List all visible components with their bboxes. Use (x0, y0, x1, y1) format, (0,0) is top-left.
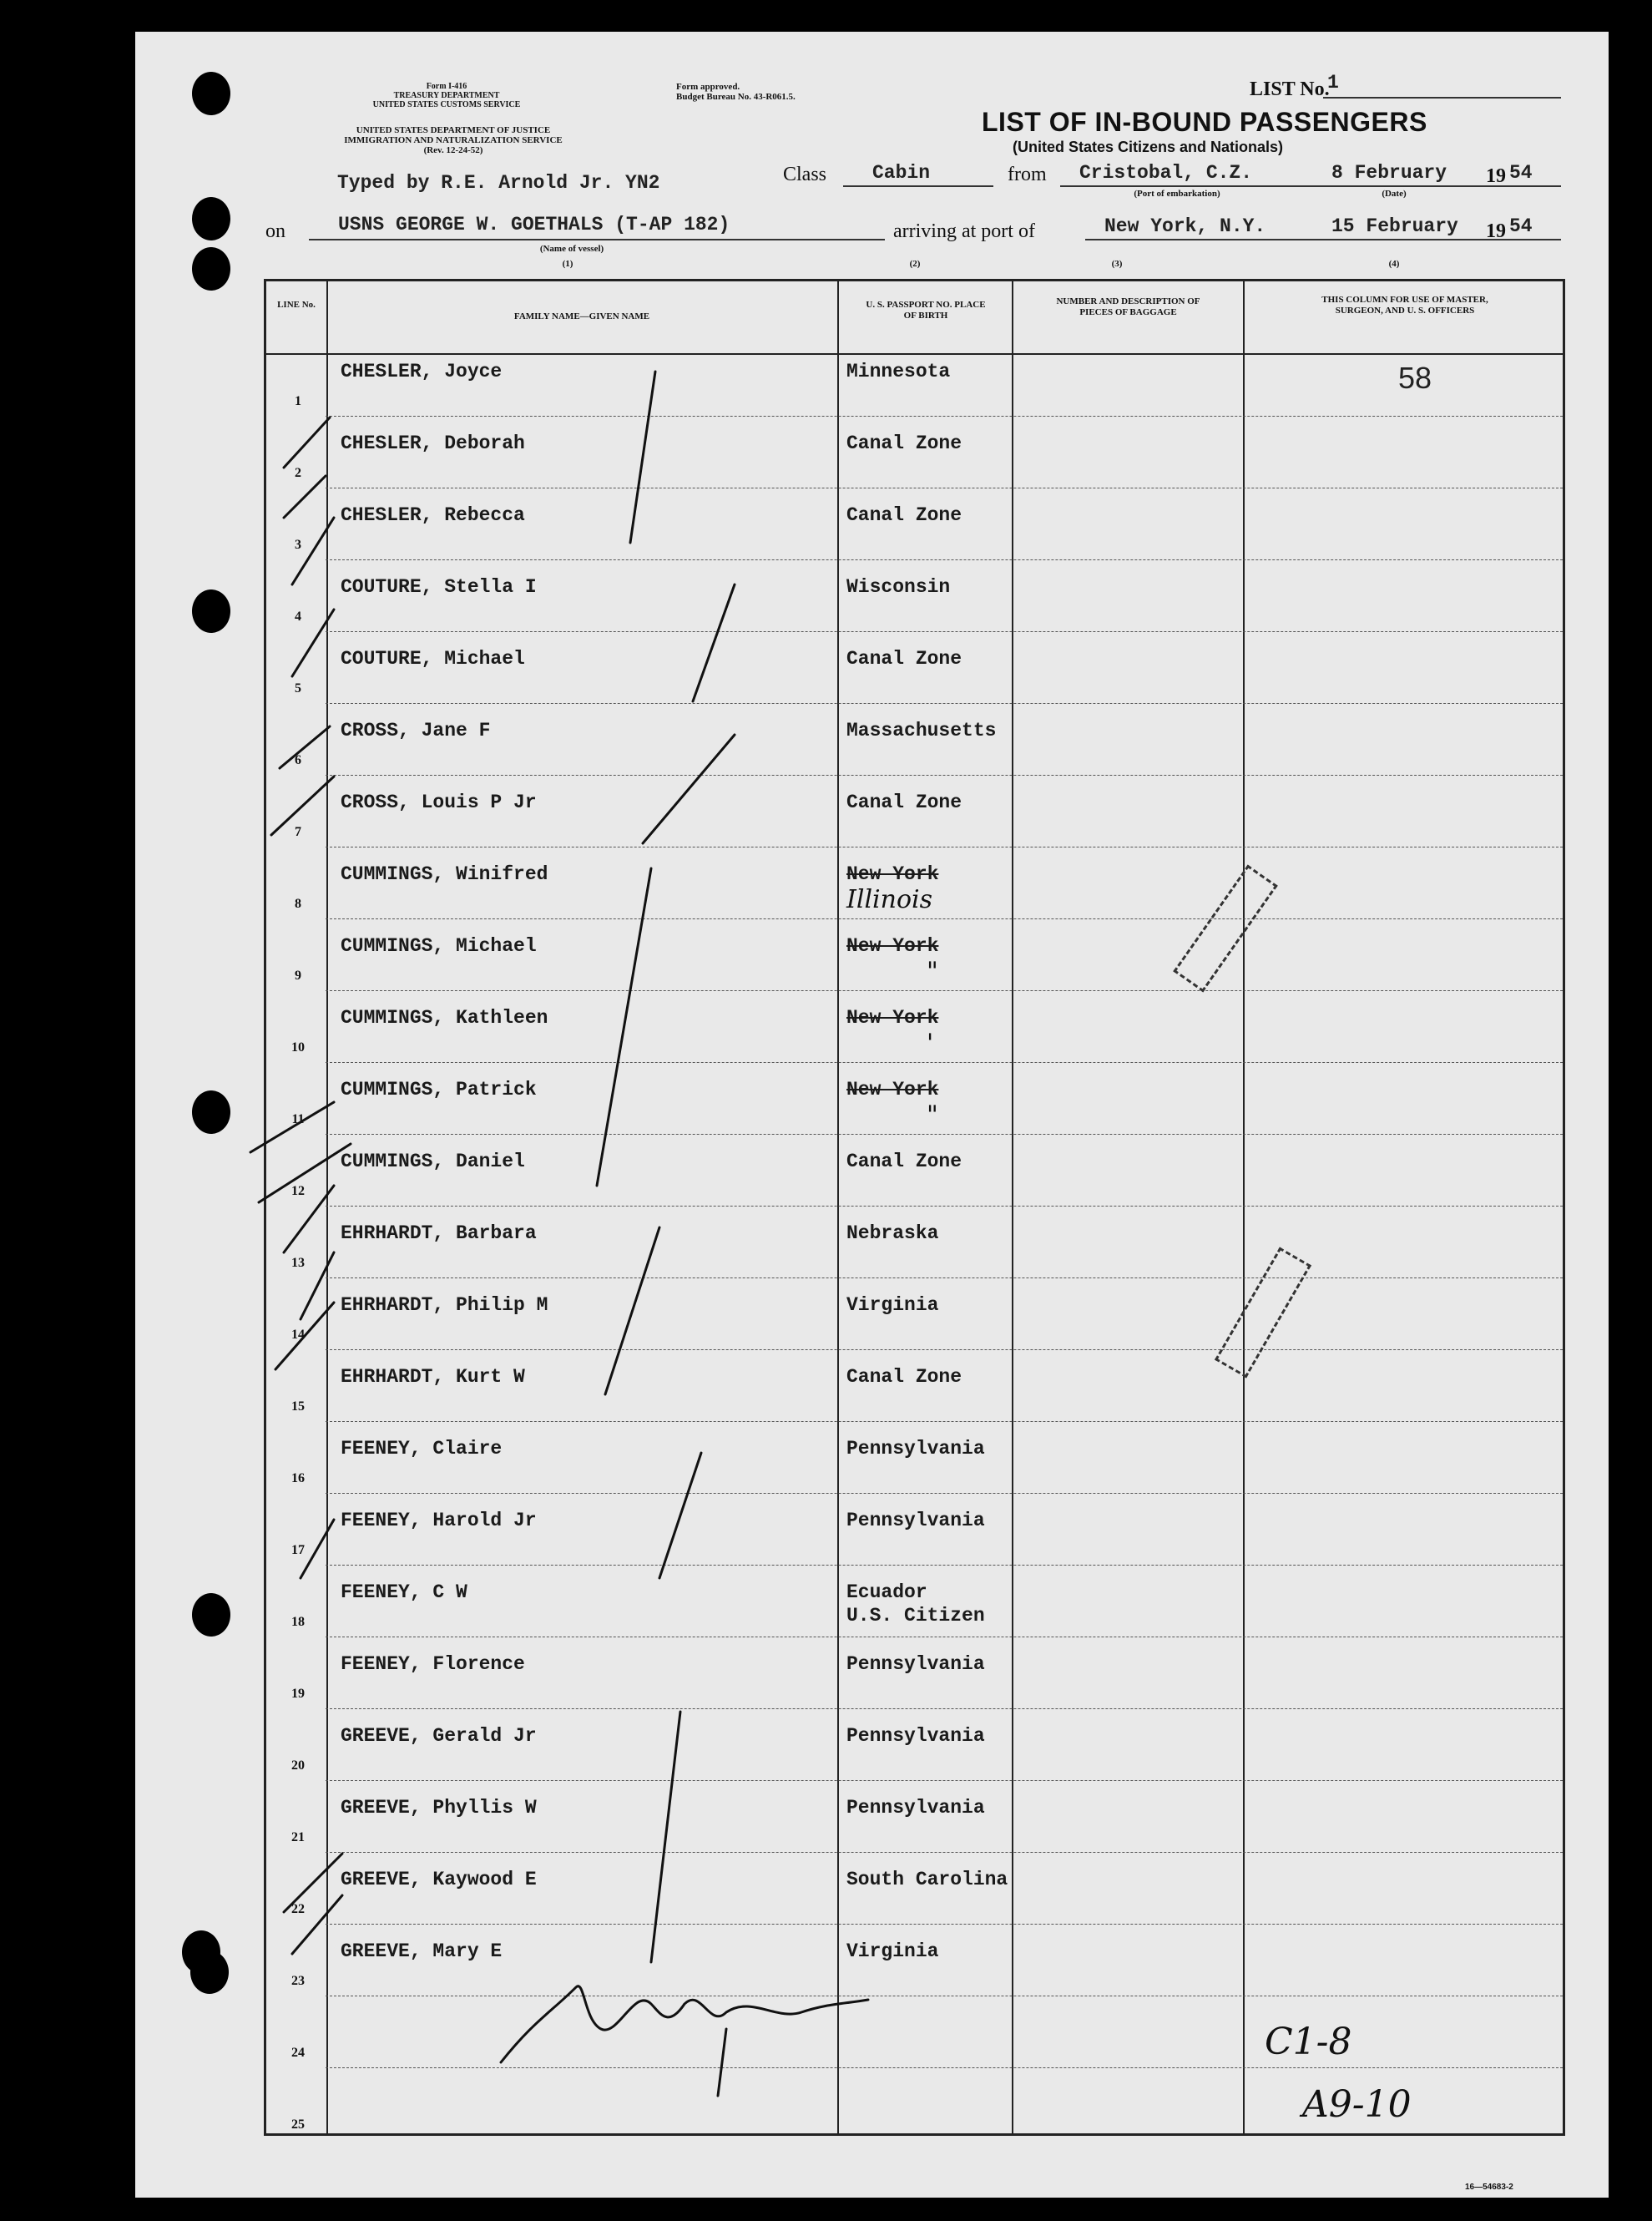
place-of-birth: South Carolina (846, 1869, 1008, 1890)
column-number-1: (1) (562, 259, 573, 269)
passenger-name: EHRHARDT, Philip M (341, 1294, 548, 1316)
passenger-name: GREEVE, Mary E (341, 1940, 503, 1962)
punch-hole (192, 197, 230, 240)
class-label: Class (783, 164, 827, 185)
port-embark-caption: (Port of embarkation) (1134, 189, 1220, 199)
row-rule (326, 1206, 1563, 1207)
passenger-name: CUMMINGS, Daniel (341, 1151, 525, 1172)
line-number: 13 (291, 1256, 305, 1270)
from-label: from (1008, 164, 1047, 185)
place-of-birth: Pennsylvania (846, 1653, 985, 1675)
arrival-port: New York, N.Y. (1104, 215, 1266, 237)
list-label: LIST No. (1250, 78, 1330, 100)
passenger-name: FEENEY, C W (341, 1581, 467, 1603)
place-of-birth: New York (846, 1079, 939, 1100)
line-number: 20 (291, 1758, 305, 1773)
passenger-name: GREEVE, Gerald Jr (341, 1725, 537, 1747)
line-number: 8 (295, 897, 301, 911)
line-number: 17 (291, 1543, 305, 1557)
place-of-birth: New York (846, 1007, 939, 1029)
customs-line: UNITED STATES CUSTOMS SERVICE (372, 100, 521, 109)
from-year: 54 (1509, 162, 1533, 184)
on-label: on (265, 220, 285, 242)
row-rule (326, 1421, 1563, 1422)
place-of-birth: Minnesota (846, 361, 951, 382)
row-rule (326, 559, 1563, 560)
place-of-birth: Canal Zone (846, 648, 962, 670)
from-date: 8 February (1331, 162, 1447, 184)
line-number: 15 (291, 1399, 305, 1414)
passenger-table (264, 279, 1565, 2136)
place-of-birth: Canal Zone (846, 504, 962, 526)
line-number: 2 (295, 466, 301, 480)
row-rule (326, 1924, 1563, 1925)
passenger-name: GREEVE, Kaywood E (341, 1869, 537, 1890)
vessel-name: USNS GEORGE W. GOETHALS (T-AP 182) (338, 214, 730, 235)
line-number: 6 (295, 753, 301, 767)
passenger-name: CROSS, Louis P Jr (341, 792, 537, 813)
passenger-name: EHRHARDT, Kurt W (341, 1366, 525, 1388)
form-number: Form I-416 (426, 82, 467, 91)
punch-hole (192, 1593, 230, 1637)
place-of-birth: Wisconsin (846, 576, 951, 598)
row-rule (326, 416, 1563, 417)
punch-hole (192, 589, 230, 633)
row-rule (326, 1780, 1563, 1781)
line-number: 3 (295, 538, 301, 552)
line-number: 14 (291, 1328, 305, 1342)
place-of-birth: New York (846, 935, 939, 957)
column-number-2: (2) (909, 259, 921, 269)
line-number: 25 (291, 2117, 305, 2132)
place-of-birth-note: U.S. Citizen (846, 1605, 985, 1627)
row-rule (326, 1062, 1563, 1063)
punch-hole (192, 72, 230, 115)
passenger-name: FEENEY, Florence (341, 1653, 525, 1675)
line-number: 24 (291, 2046, 305, 2060)
passenger-name: FEENEY, Harold Jr (341, 1510, 537, 1531)
class-underline (843, 185, 993, 187)
header-family-name: FAMILY NAME—GIVEN NAME (513, 311, 650, 321)
from-year-prefix: 19 (1486, 165, 1506, 187)
print-code: 16—54683-2 (1465, 2183, 1513, 2192)
line-number: 7 (295, 825, 301, 839)
arrival-year-prefix: 19 (1486, 220, 1506, 242)
page-title: LIST OF IN-BOUND PASSENGERS (982, 107, 1427, 137)
passenger-name: CHESLER, Deborah (341, 433, 525, 454)
row-rule (326, 918, 1563, 919)
form-approved-text: Form approved. (676, 82, 740, 92)
budget-bureau-text: Budget Bureau No. 43-R061.5. (676, 92, 796, 102)
passenger-name: CHESLER, Joyce (341, 361, 503, 382)
handwritten-birth-correction: " (927, 957, 938, 986)
place-of-birth: Ecuador (846, 1581, 927, 1603)
line-number: 4 (295, 610, 301, 624)
header-passport: U. S. PASSPORT NO. PLACE OF BIRTH (866, 300, 986, 321)
handwritten-note-a9-10: A9-10 (1302, 2083, 1412, 2126)
passenger-name: COUTURE, Michael (341, 648, 525, 670)
place-of-birth: Canal Zone (846, 433, 962, 454)
header-rule (266, 353, 1563, 355)
from-port: Cristobal, C.Z. (1079, 162, 1253, 184)
row-rule (326, 775, 1563, 776)
handwritten-birth-correction: Illinois (846, 885, 933, 914)
form-header-justice (257, 125, 649, 155)
row-rule (326, 631, 1563, 632)
passenger-name: EHRHARDT, Barbara (341, 1222, 537, 1244)
date-caption: (Date) (1382, 189, 1407, 199)
line-number: 22 (291, 1902, 305, 1916)
passenger-name: CHESLER, Rebecca (341, 504, 525, 526)
row-rule (326, 1349, 1563, 1350)
row-rule (326, 1852, 1563, 1853)
column-number-3: (3) (1111, 259, 1123, 269)
treasury-line: TREASURY DEPARTMENT (393, 91, 500, 100)
passenger-name: FEENEY, Claire (341, 1438, 503, 1460)
ins-line: IMMIGRATION AND NATURALIZATION SERVICE (344, 135, 563, 145)
handwritten-birth-correction: ' (927, 1029, 934, 1058)
passenger-name: CUMMINGS, Patrick (341, 1079, 537, 1100)
list-number: 1 (1327, 72, 1339, 94)
handwritten-note-c1-8: C1-8 (1265, 2021, 1352, 2063)
passenger-name: CUMMINGS, Michael (341, 935, 537, 957)
line-number: 19 (291, 1687, 305, 1701)
row-rule (326, 1493, 1563, 1494)
passenger-name: COUTURE, Stella I (341, 576, 537, 598)
punch-hole (190, 1950, 229, 1994)
passenger-name: CUMMINGS, Winifred (341, 863, 548, 885)
line-number: 21 (291, 1830, 305, 1844)
list-number-underline (1323, 97, 1561, 99)
place-of-birth: Virginia (846, 1294, 939, 1316)
arriving-label: arriving at port of (893, 220, 1035, 242)
place-of-birth: Pennsylvania (846, 1438, 985, 1460)
page-subtitle: (United States Citizens and Nationals) (1013, 139, 1284, 155)
row-rule (326, 1277, 1563, 1278)
row-rule (326, 2067, 1563, 2068)
handwritten-birth-correction: " (927, 1100, 938, 1130)
header-line-no: LINE No. (277, 300, 316, 310)
place-of-birth: Pennsylvania (846, 1797, 985, 1819)
row-rule (326, 1134, 1563, 1135)
punch-hole (192, 1090, 230, 1134)
place-of-birth: Virginia (846, 1940, 939, 1962)
line-number: 11 (291, 1112, 305, 1126)
place-of-birth: Canal Zone (846, 1366, 962, 1388)
passenger-name: GREEVE, Phyllis W (341, 1797, 537, 1819)
form-approval (676, 82, 796, 102)
row-rule (326, 1708, 1563, 1709)
line-number: 1 (295, 394, 301, 408)
line-number: 5 (295, 681, 301, 696)
punch-hole (192, 247, 230, 291)
line-number: 10 (291, 1040, 305, 1055)
line-number: 16 (291, 1471, 305, 1485)
place-of-birth: Pennsylvania (846, 1510, 985, 1531)
place-of-birth: Massachusetts (846, 720, 997, 741)
line-number: 23 (291, 1974, 305, 1988)
line-number: 9 (295, 969, 301, 983)
passenger-name: CROSS, Jane F (341, 720, 491, 741)
place-of-birth: Nebraska (846, 1222, 939, 1244)
place-of-birth: New York (846, 863, 939, 885)
arrival-date: 15 February (1331, 215, 1458, 237)
header-officers: THIS COLUMN FOR USE OF MASTER, SURGEON, AND U. S. OFFICERS (1321, 295, 1488, 316)
header-baggage: NUMBER AND DESCRIPTION OF PIECES OF BAGGAGE (1056, 296, 1200, 317)
vessel-underline (309, 239, 885, 240)
signature (501, 2004, 774, 2049)
row-rule (326, 990, 1563, 991)
place-of-birth: Pennsylvania (846, 1725, 985, 1747)
typed-by: Typed by R.E. Arnold Jr. YN2 (337, 172, 660, 194)
row-rule (326, 703, 1563, 704)
officers-note: 58 (1398, 361, 1432, 395)
passenger-name: CUMMINGS, Kathleen (341, 1007, 548, 1029)
line-number: 12 (291, 1184, 305, 1198)
row-rule (326, 1565, 1563, 1566)
column-number-4: (4) (1388, 259, 1400, 269)
vessel-caption: (Name of vessel) (539, 244, 604, 254)
class-value: Cabin (872, 162, 931, 184)
place-of-birth: Canal Zone (846, 1151, 962, 1172)
line-number: 18 (291, 1615, 305, 1629)
justice-line: UNITED STATES DEPARTMENT OF JUSTICE (356, 125, 551, 135)
place-of-birth: Canal Zone (846, 792, 962, 813)
revision-line: (Rev. 12-24-52) (423, 145, 483, 155)
form-header-treasury (330, 82, 563, 109)
arrival-year: 54 (1509, 215, 1533, 237)
